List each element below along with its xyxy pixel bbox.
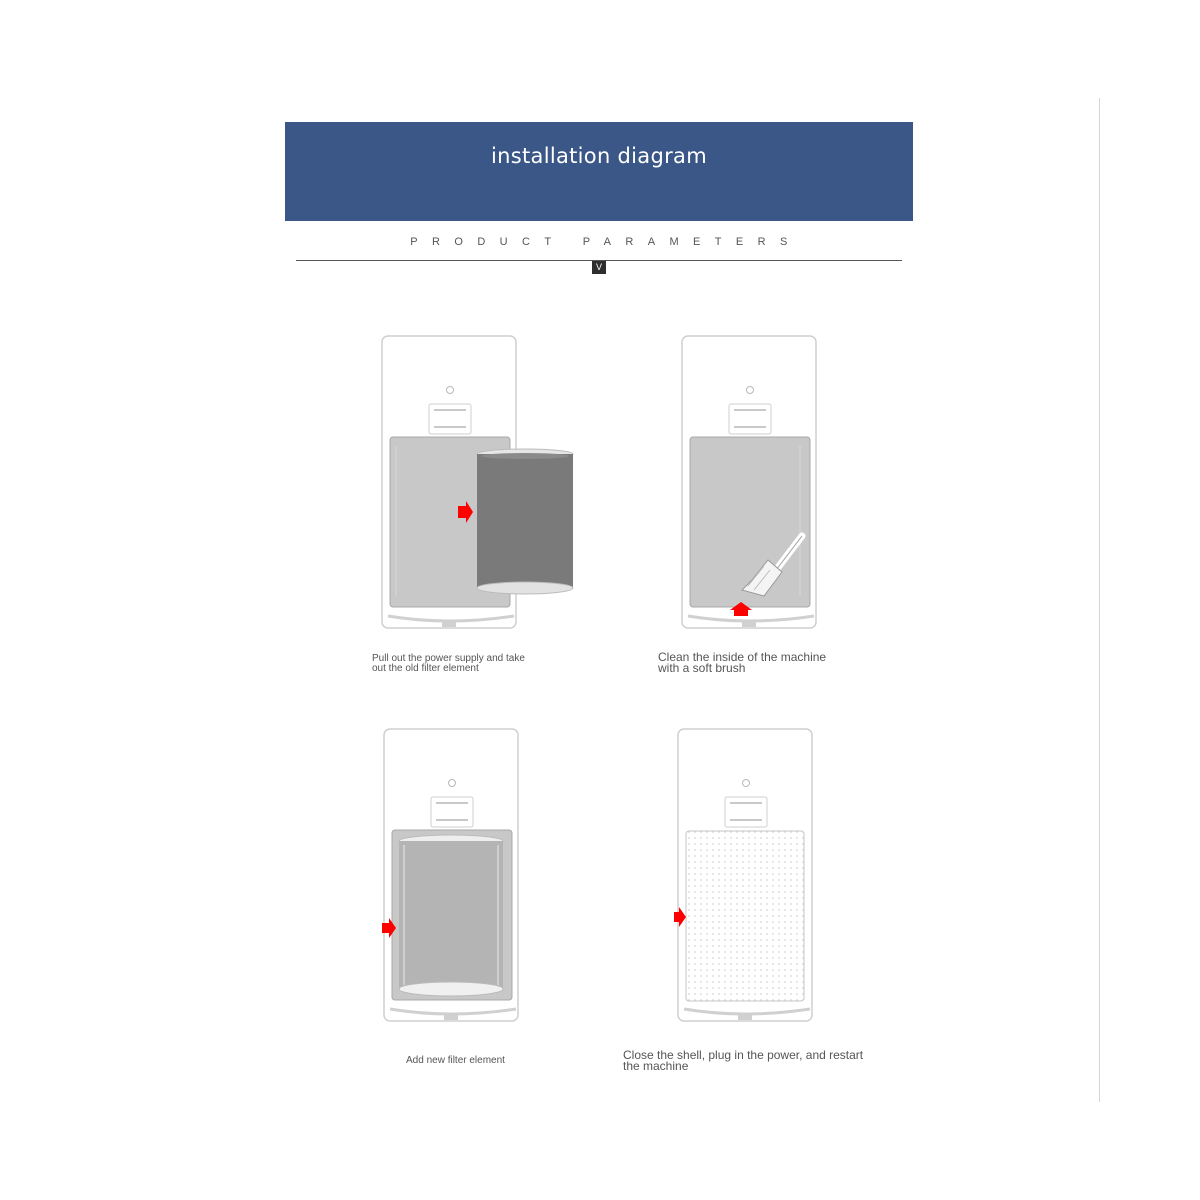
step-1-remove-filter: [378, 334, 578, 634]
step-3-caption: Add new filter element: [406, 1055, 505, 1066]
chevron-down-icon: V: [592, 261, 606, 274]
title-banner: [285, 122, 913, 221]
arrow-up-icon: [678, 334, 878, 634]
arrow-right-icon: [674, 727, 874, 1027]
step-1-caption: Pull out the power supply and take out the old filter element: [372, 653, 525, 674]
section-subtitle: PRODUCT PARAMETERS: [410, 236, 802, 248]
page-edge-rule: [1099, 98, 1100, 1102]
page-title: installation diagram: [491, 144, 707, 168]
arrow-right-icon: [378, 334, 578, 634]
step-2-clean-inside: [678, 334, 878, 634]
step-4-close-shell: [674, 727, 874, 1027]
step-2-caption: Clean the inside of the machine with a soft brush: [658, 650, 827, 676]
arrow-right-icon: [380, 727, 580, 1027]
step-3-add-filter: [380, 727, 580, 1027]
step-4-caption: Close the shell, plug in the power, and restart the machine: [623, 1048, 864, 1074]
